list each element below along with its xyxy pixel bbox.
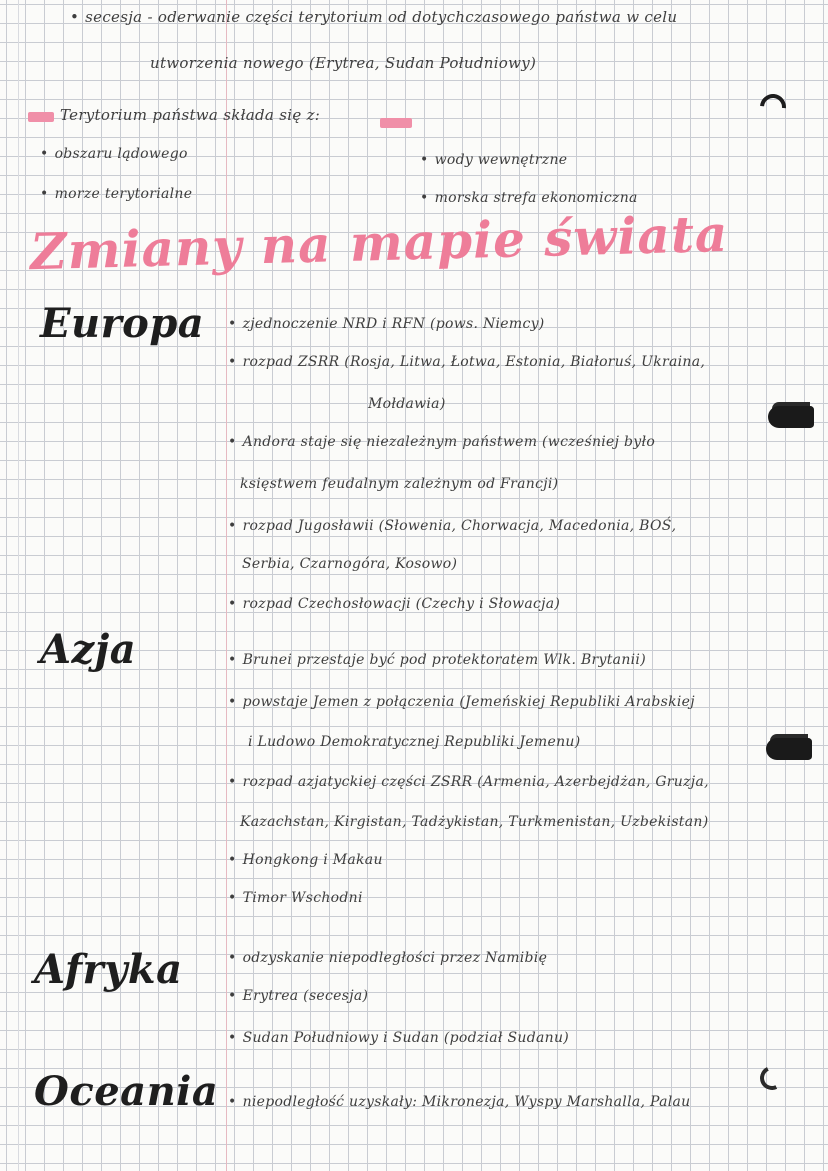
region-oceania-label: Oceania: [34, 1068, 219, 1115]
territory-heading: Terytorium państwa składa się z:: [60, 106, 321, 124]
binder-clip-upper: [768, 406, 814, 428]
territory-item-sea: • morze terytorialne: [40, 186, 192, 202]
region-azja-label: Azja: [40, 626, 137, 673]
region-europa-label: Europa: [40, 300, 205, 347]
oceania-line-1: • niepodległość uzyskały: Mikronezja, Wyspy Marshalla, Palau: [228, 1094, 690, 1110]
azja-line-1: • Brunei przestaje być pod protektoratem Wlk. Brytanii): [228, 652, 646, 668]
europa-line-4: • Andora staje się niezależnym państwem (wcześniej było: [228, 434, 655, 450]
azja-line-2: • powstaje Jemen z połączenia (Jemeńskiej Republiki Arabskiej: [228, 694, 695, 710]
binder-ring-bottom: [757, 1063, 788, 1094]
pink-marker-right: [380, 118, 412, 128]
azja-line-7: • Timor Wschodni: [228, 890, 363, 906]
europa-line-8: • rozpad Czechosłowacji (Czechy i Słowacja): [228, 596, 560, 612]
binder-clip-lower: [766, 738, 812, 760]
page-title: Zmiany na mapie świata: [29, 203, 729, 282]
region-afryka-label: Afryka: [34, 946, 183, 993]
azja-line-3: i Ludowo Demokratycznej Republiki Jemenu): [248, 734, 581, 750]
territory-item-land: • obszaru lądowego: [40, 146, 188, 162]
europa-line-1: • zjednoczenie NRD i RFN (pows. Niemcy): [228, 316, 545, 332]
secesja-line-2: utworzenia nowego (Erytrea, Sudan Południowy): [150, 54, 537, 72]
pink-marker-left: [28, 112, 54, 122]
europa-line-5: księstwem feudalnym zależnym od Francji): [240, 476, 559, 492]
margin-line: [226, 0, 227, 1171]
binder-ring-top: [755, 89, 792, 126]
europa-line-3: Mołdawia): [368, 396, 446, 412]
europa-line-7: Serbia, Czarnogóra, Kosowo): [242, 556, 458, 572]
europa-line-2: • rozpad ZSRR (Rosja, Litwa, Łotwa, Estonia, Białoruś, Ukraina,: [228, 354, 705, 370]
secesja-line-1: • secesja - oderwanie części terytorium od dotychczasowego państwa w celu: [70, 8, 677, 26]
territory-item-inland-waters: • wody wewnętrzne: [420, 152, 567, 168]
afryka-line-3: • Sudan Południowy i Sudan (podział Sudanu): [228, 1030, 569, 1046]
europa-line-6: • rozpad Jugosławii (Słowenia, Chorwacja, Macedonia, BOŚ,: [228, 518, 676, 534]
afryka-line-1: • odzyskanie niepodległości przez Namibię: [228, 950, 547, 966]
azja-line-5: Kazachstan, Kirgistan, Tadżykistan, Turkmenistan, Uzbekistan): [240, 814, 709, 830]
azja-line-4: • rozpad azjatyckiej części ZSRR (Armenia, Azerbejdżan, Gruzja,: [228, 774, 709, 790]
azja-line-6: • Hongkong i Makau: [228, 852, 383, 868]
afryka-line-2: • Erytrea (secesja): [228, 988, 368, 1004]
page-edge-line: [18, 0, 19, 1171]
territory-item-economic-zone: • morska strefa ekonomiczna: [420, 190, 638, 206]
